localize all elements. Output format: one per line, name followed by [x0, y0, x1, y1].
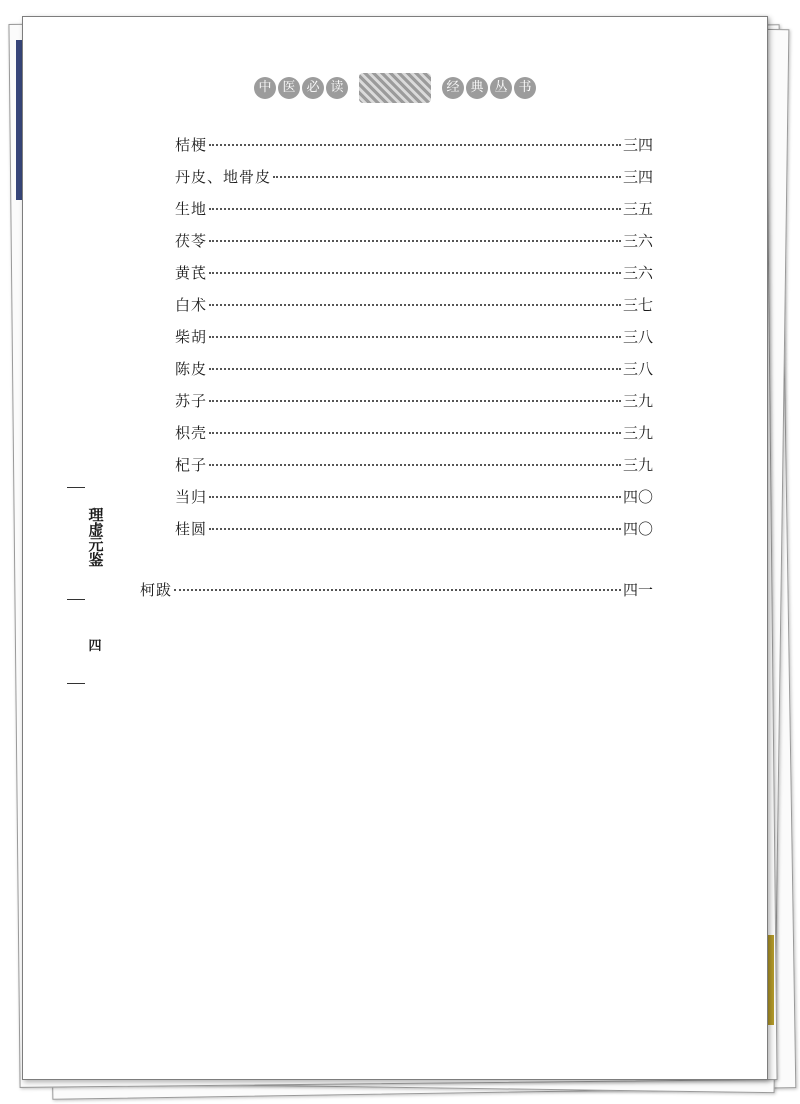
dot-leader: [209, 432, 621, 434]
dot-leader: [209, 528, 621, 530]
margin-rule: [67, 599, 85, 600]
toc-label: 当归: [175, 488, 208, 506]
book-title-text: 理虚元鉴: [86, 507, 105, 567]
toc-label: 柴胡: [175, 328, 208, 346]
header-char: 读: [326, 77, 348, 99]
toc-page: 三七: [622, 296, 653, 314]
toc-label: 黄芪: [175, 264, 208, 282]
dot-leader: [273, 176, 621, 178]
header-char: 医: [278, 77, 300, 99]
toc-entry-postscript: [140, 579, 653, 601]
dot-leader: [209, 208, 621, 210]
toc-page: 四〇: [622, 488, 653, 506]
toc-page: 三四: [622, 136, 653, 154]
margin-rule: [67, 683, 85, 684]
toc-entry: [175, 166, 653, 188]
page-folio: 四: [88, 639, 102, 654]
toc-entry: [175, 198, 653, 220]
dot-leader: [209, 240, 621, 242]
book-page: [22, 16, 768, 1080]
toc-label: 茯苓: [175, 232, 208, 250]
toc-page: 三五: [622, 200, 653, 218]
toc-entry: [175, 486, 653, 508]
toc-label: 桂圆: [175, 520, 208, 538]
dot-leader: [209, 272, 621, 274]
toc-entry: [175, 134, 653, 156]
toc-page: 三九: [622, 392, 653, 410]
toc-entry: [175, 518, 653, 540]
toc-entry: [175, 358, 653, 380]
toc-page: 三八: [622, 328, 653, 346]
series-header: [23, 73, 767, 103]
book-title: [83, 507, 107, 567]
header-char: 中: [254, 77, 276, 99]
toc-page: 三六: [622, 232, 653, 250]
dot-leader: [209, 400, 621, 402]
dot-leader: [209, 368, 621, 370]
toc-page: 三八: [622, 360, 653, 378]
toc-page: 三六: [622, 264, 653, 282]
series-seal-icon: [359, 73, 431, 103]
toc-label: 枳壳: [175, 424, 208, 442]
dot-leader: [209, 144, 621, 146]
toc-label: 苏子: [175, 392, 208, 410]
toc-label: 生地: [175, 200, 208, 218]
header-char: 必: [302, 77, 324, 99]
toc-label: 杞子: [175, 456, 208, 474]
toc-entry: [175, 230, 653, 252]
toc-page: 四〇: [622, 520, 653, 538]
dot-leader: [209, 336, 621, 338]
dot-leader: [174, 589, 621, 591]
toc-entry: [175, 390, 653, 412]
toc-label: 丹皮、地骨皮: [175, 168, 272, 186]
toc-label: 陈皮: [175, 360, 208, 378]
toc-entry: [175, 326, 653, 348]
toc-label: 柯跋: [140, 581, 173, 599]
toc-page: 三九: [622, 456, 653, 474]
toc-entry: [175, 262, 653, 284]
toc-page: 三四: [622, 168, 653, 186]
dot-leader: [209, 464, 621, 466]
header-char: 书: [514, 77, 536, 99]
toc-label: 白术: [175, 296, 208, 314]
header-char: 丛: [490, 77, 512, 99]
header-char: 经: [442, 77, 464, 99]
toc-entry: [175, 294, 653, 316]
dot-leader: [209, 304, 621, 306]
margin-rule: [67, 487, 85, 488]
toc-page: 四一: [622, 581, 653, 599]
toc-entry: [175, 422, 653, 444]
header-char: 典: [466, 77, 488, 99]
toc-label: 桔梗: [175, 136, 208, 154]
toc-entry: [175, 454, 653, 476]
dot-leader: [209, 496, 621, 498]
toc-page: 三九: [622, 424, 653, 442]
